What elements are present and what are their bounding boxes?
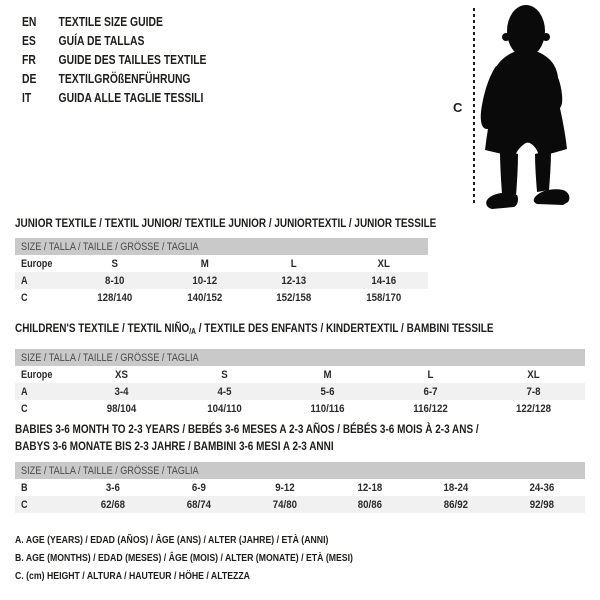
table-row — [15, 289, 428, 306]
table-row — [15, 400, 585, 417]
row-label: C — [21, 291, 28, 304]
age-cell: 8-10 — [105, 274, 125, 287]
age-cell: 12-18 — [358, 481, 383, 494]
language-code: IT — [22, 90, 32, 105]
height-measure-dotted-line — [473, 8, 475, 206]
age-cell: 3-6 — [105, 481, 120, 494]
children-section-heading: CHILDREN'S TEXTILE / TEXTIL NIÑO/A / TEXTILE DES ENFANTS / KINDERTEXTIL / BAMBINI TESSILE — [15, 321, 494, 336]
footnote-c: C. (cm) HEIGHT / ALTURA / HAUTEUR / HÖHE / ALTEZZA — [15, 570, 250, 582]
age-cell: 5-6 — [320, 385, 335, 398]
babies-section-heading: BABIES 3-6 MONTH TO 2-3 YEARS / BEBÉS 3-6 MESES A 2-3 AÑOS / BÉBÉS 3-6 MOIS À 2-3 ANS / BABYS 3-6 MONATE BIS 2-3 JAHRE / BAMBINI 3-6 MESI A 2-3 ANNI — [15, 422, 479, 453]
height-cell: 92/98 — [529, 498, 555, 511]
footnote-a: A. AGE (YEARS) / EDAD (AÑOS) / ÂGE (ANS) / ALTER (JAHRE) / ETÀ (ANNI) — [15, 534, 329, 546]
language-code: DE — [22, 71, 37, 86]
age-cell: 24-36 — [529, 481, 555, 494]
footnote-b: B. AGE (MONTHS) / EDAD (MESES) / ÂGE (MOIS) / ALTER (MONATE) / ETÀ (MESI) — [15, 552, 353, 564]
table-row — [15, 255, 428, 272]
height-cell: 74/80 — [272, 498, 297, 511]
height-cell: 104/110 — [207, 402, 242, 415]
height-cell: 62/68 — [100, 498, 126, 511]
height-cell: 68/74 — [186, 498, 211, 511]
age-cell: 12-13 — [281, 274, 307, 287]
age-cell: 18-24 — [443, 481, 469, 494]
junior-section-heading: JUNIOR TEXTILE / TEXTIL JUNIOR/ TEXTILE JUNIOR / JUNIORTEXTIL / JUNIOR TESSILE — [15, 216, 437, 230]
height-cell: 98/104 — [106, 402, 137, 415]
size-cell: XL — [527, 368, 540, 381]
language-row-es — [22, 31, 206, 50]
language-code: EN — [22, 14, 37, 29]
table-header-bar — [15, 349, 585, 366]
table-header-label: SIZE / TALLA / TAILLE / GRÖSSE / TAGLIA — [21, 464, 199, 477]
row-label: C — [21, 498, 28, 511]
table-header-label: SIZE / TALLA / TAILLE / GRÖSSE / TAGLIA — [21, 351, 199, 364]
row-label: C — [21, 402, 28, 415]
row-label: A — [21, 274, 28, 287]
language-row-fr — [22, 50, 206, 69]
babies-size-table — [15, 462, 585, 513]
height-cell: 140/152 — [186, 291, 222, 304]
junior-size-table — [15, 238, 428, 306]
language-label: GUIDA ALLE TAGLIE TESSILI — [58, 90, 204, 105]
size-cell: S — [111, 257, 118, 270]
height-cell: 86/92 — [444, 498, 469, 511]
table-header-bar — [15, 462, 585, 479]
age-cell: 4-5 — [217, 385, 232, 398]
size-cell: M — [323, 368, 332, 381]
language-label: TEXTILGRÖßENFÜHRUNG — [58, 71, 191, 86]
table-header-bar — [15, 238, 428, 255]
row-label: Europe — [21, 368, 53, 381]
size-cell: L — [427, 368, 434, 381]
height-measure-label: C — [453, 100, 463, 115]
language-row-de — [22, 69, 206, 88]
table-row — [15, 272, 428, 289]
row-label: A — [21, 385, 28, 398]
size-cell: S — [221, 368, 228, 381]
language-label: GUIDE DES TAILLES TEXTILE — [58, 52, 207, 67]
children-size-table — [15, 349, 585, 417]
size-cell: M — [200, 257, 209, 270]
size-cell: XS — [115, 368, 128, 381]
row-label: B — [21, 481, 28, 494]
row-label: Europe — [21, 257, 53, 270]
age-cell: 6-9 — [191, 481, 206, 494]
heading-subscript: /A — [189, 327, 196, 336]
height-cell: 110/116 — [310, 402, 345, 415]
height-cell: 80/86 — [358, 498, 383, 511]
baby-silhouette-icon — [478, 0, 578, 215]
language-label: GUÍA DE TALLAS — [58, 33, 145, 48]
height-cell: 122/128 — [515, 402, 551, 415]
size-cell: L — [290, 257, 297, 270]
language-label: TEXTILE SIZE GUIDE — [58, 14, 163, 29]
language-code: ES — [22, 33, 36, 48]
table-row — [15, 496, 585, 513]
height-cell: 152/158 — [276, 291, 312, 304]
table-row — [15, 366, 585, 383]
height-cell: 158/170 — [365, 291, 401, 304]
age-cell: 9-12 — [274, 481, 295, 494]
table-row — [15, 479, 585, 496]
language-row-it — [22, 88, 206, 107]
age-cell: 7-8 — [526, 385, 541, 398]
height-cell: 128/140 — [97, 291, 133, 304]
age-cell: 14-16 — [370, 274, 396, 287]
language-row-en — [22, 12, 206, 31]
age-cell: 3-4 — [114, 385, 129, 398]
table-header-label: SIZE / TALLA / TAILLE / GRÖSSE / TAGLIA — [21, 240, 199, 253]
age-cell: 10-12 — [191, 274, 217, 287]
height-cell: 116/122 — [413, 402, 448, 415]
language-legend — [22, 12, 244, 107]
language-code: FR — [22, 52, 36, 67]
table-row — [15, 383, 585, 400]
size-cell: XL — [377, 257, 390, 270]
footnotes — [15, 531, 422, 585]
age-cell: 6-7 — [423, 385, 438, 398]
